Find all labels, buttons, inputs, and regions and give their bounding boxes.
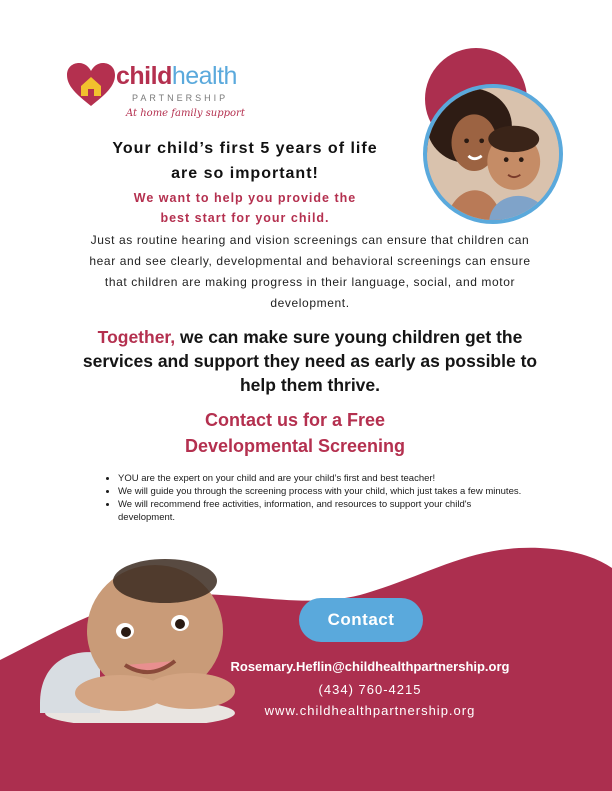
list-item: • We will recommend free activities, information, and resources to support your child's development. (118, 498, 522, 524)
logo-word-child: child (116, 62, 172, 90)
subheadline-line-2: best start for your child. (160, 211, 330, 225)
logo-wordmark (116, 62, 237, 90)
mother-child-illustration (427, 88, 559, 220)
intro-paragraph: Just as routine hearing and vision screenings can ensure that children can hear and see clearly, developmental and behavioral screenings can ensure that children are making progress in their language, social, and motor development. (89, 233, 531, 310)
benefits-list (112, 472, 522, 524)
list-item: • YOU are the expert on your child and are your child’s first and best teacher! (118, 472, 522, 485)
contact-heading-line-2: Developmental Screening (184, 436, 406, 456)
logo-word-health: health (171, 62, 237, 90)
baby-illustration (30, 553, 240, 723)
logo-tagline: At home family support (126, 108, 245, 119)
contact-website[interactable]: www.childhealthpartnership.org (264, 703, 476, 718)
subheadline-line-1: We want to help you provide the (133, 191, 357, 205)
list-item: • We will guide you through the screening process with your child, which just takes a few minutes. (118, 485, 522, 498)
contact-button[interactable]: Contact (299, 598, 423, 642)
contact-email[interactable]: Rosemary.Heflin@childhealthpartnership.org (230, 659, 510, 674)
together-emphasis: Together, (97, 327, 176, 347)
headline (80, 136, 410, 186)
together-statement (70, 325, 550, 397)
heart-home-icon (66, 62, 116, 108)
headline-line-2: are so important! (171, 165, 319, 182)
logo-subtitle: PARTNERSHIP (132, 93, 229, 103)
headline-line-1: Your child’s first 5 years of life (112, 140, 378, 157)
logo (66, 60, 276, 130)
contact-heading (130, 407, 460, 459)
together-rest: we can make sure young children get the services and support they need as early as possible to help them thrive. (82, 327, 538, 395)
subheadline (80, 188, 410, 228)
contact-phone[interactable]: (434) 760-4215 (318, 682, 422, 697)
contact-heading-line-1: Contact us for a Free (204, 410, 386, 430)
mother-child-photo (423, 84, 563, 224)
